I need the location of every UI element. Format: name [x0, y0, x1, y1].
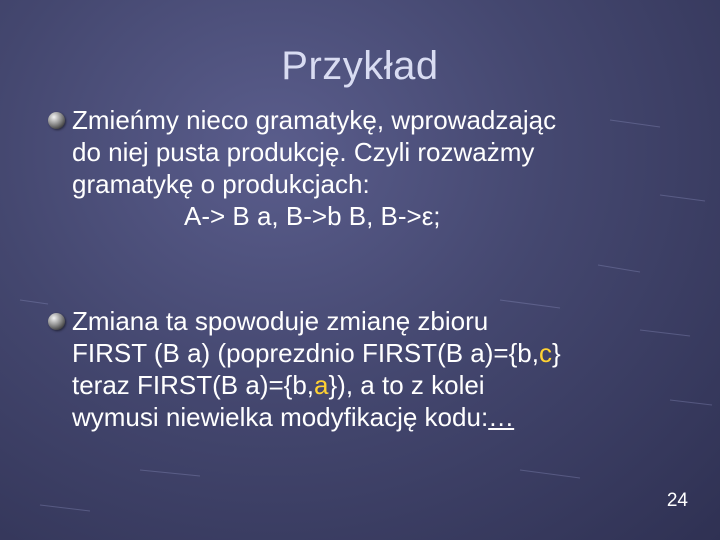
bullet-text-2: [72, 305, 692, 433]
bullet-1-line-3: gramatykę o produkcjach:: [72, 169, 370, 199]
bullet-1-line-1: Zmieńmy nieco gramatykę, wprowadzając: [72, 105, 557, 135]
bullet-2-line-3-end: }), a to z kolei: [328, 370, 485, 400]
highlight-c: c: [538, 338, 552, 368]
bullet-point-2: [48, 313, 65, 330]
bullet-2-line-3-text: teraz FIRST(B a)={b,: [72, 370, 315, 400]
grammar-productions: A-> B a, B->b B, B->ε;: [184, 201, 441, 231]
bullet-2-line-2: [72, 337, 692, 369]
highlight-a: a: [314, 370, 329, 400]
bullet-2-line-2-end: }: [551, 338, 561, 368]
bullet-point-1: [48, 112, 65, 129]
slide-title: Przykład: [281, 44, 439, 88]
bullet-2-line-2-text: FIRST (B a) (poprezdnio FIRST(B a)={b,: [72, 338, 539, 368]
bullet-2-line-4-text: wymusi niewielka modyfikację kodu:: [72, 402, 489, 432]
bullet-2-line-1: Zmiana ta spowoduje zmianę zbioru: [72, 306, 489, 336]
bullet-1-line-2: do niej pusta produkcję. Czyli rozważmy: [72, 137, 535, 167]
bullet-text-1: [72, 104, 692, 232]
page-number: 24: [666, 490, 688, 511]
bullet-2-line-3: [72, 369, 692, 401]
bullet-2-line-4: [72, 401, 692, 433]
code-link-ellipsis[interactable]: …: [488, 402, 515, 432]
